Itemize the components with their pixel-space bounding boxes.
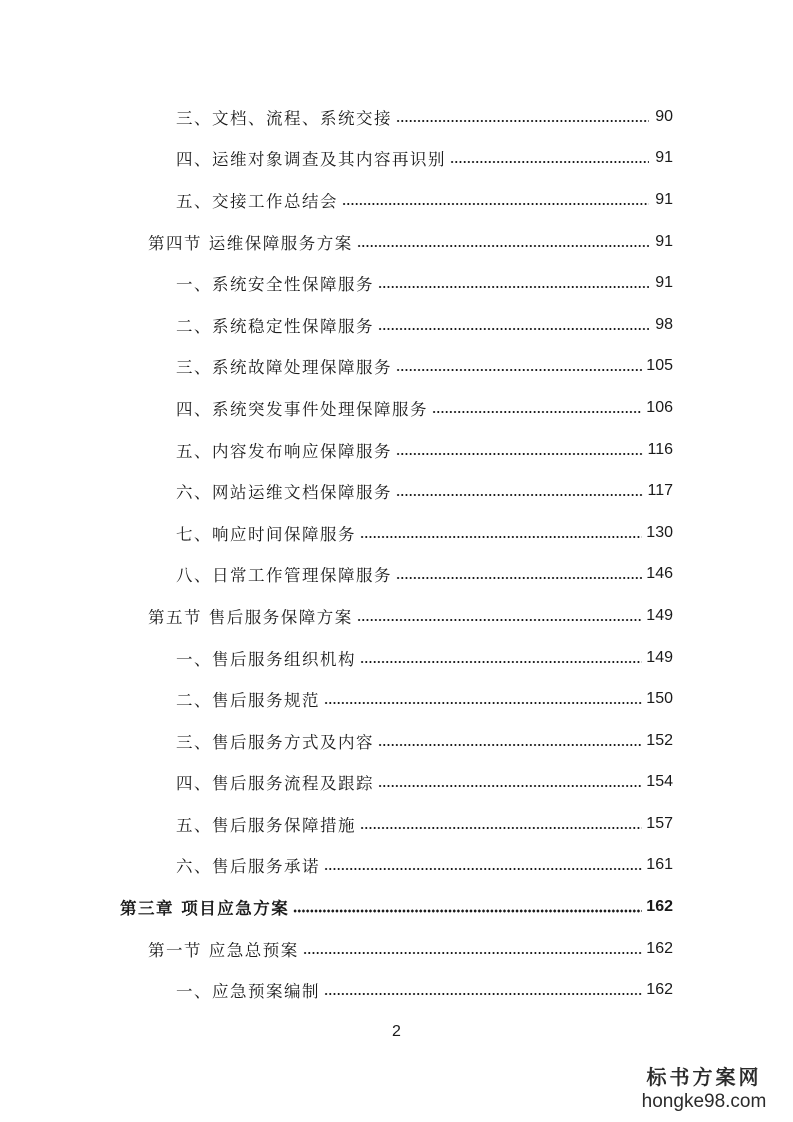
dot-leader: [396, 485, 643, 501]
dot-leader: [396, 444, 643, 460]
toc-entry[interactable]: [0, 138, 793, 180]
toc-entry[interactable]: [0, 969, 793, 1011]
dot-leader: [303, 943, 643, 959]
watermark-url: hongke98.com: [641, 1091, 767, 1112]
toc-entry-title: 四、运维对象调查及其内容再识别: [176, 150, 446, 170]
toc-entry-title: 二、系统稳定性保障服务: [176, 316, 374, 336]
dot-leader: [342, 194, 649, 210]
toc-entry-page: 154: [646, 773, 673, 791]
toc-entry-title: 四、系统突发事件处理保障服务: [176, 399, 428, 419]
toc-entry[interactable]: [0, 886, 793, 928]
toc-entry-title: 六、网站运维文档保障服务: [176, 483, 392, 503]
page-number: 2: [392, 1023, 401, 1040]
toc-entry-page: 91: [655, 190, 673, 208]
toc-entry[interactable]: [0, 346, 793, 388]
dot-leader: [324, 859, 642, 875]
toc-entry-title: 四、售后服务流程及跟踪: [176, 774, 374, 794]
dot-leader: [378, 776, 642, 792]
toc-entry-title: 第一节 应急总预案: [148, 940, 299, 960]
dot-leader: [324, 984, 642, 1000]
toc-entry-title: 一、应急预案编制: [176, 982, 320, 1002]
toc-entry-page: 106: [646, 398, 673, 416]
toc-entry-page: 149: [646, 606, 673, 624]
toc-entry-page: 105: [646, 357, 673, 375]
toc-entry-page: 152: [646, 731, 673, 749]
dot-leader: [360, 527, 642, 543]
toc-entry[interactable]: [0, 470, 793, 512]
toc-entry-page: 98: [655, 315, 673, 333]
dot-leader: [396, 111, 649, 127]
toc-entry[interactable]: [0, 637, 793, 679]
dot-leader: [450, 152, 649, 168]
dot-leader: [432, 402, 642, 418]
toc-entry[interactable]: [0, 554, 793, 596]
dot-leader: [378, 319, 649, 335]
dot-leader: [357, 236, 649, 252]
toc-entry-page: 162: [646, 981, 673, 999]
toc-entry-page: 162: [646, 898, 673, 916]
toc-entry-page: 116: [647, 440, 673, 458]
toc-entry-title: 第三章 项目应急方案: [120, 899, 290, 919]
toc-entry[interactable]: [0, 387, 793, 429]
toc-entry[interactable]: [0, 262, 793, 304]
dot-leader: [360, 652, 642, 668]
toc-entry-title: 五、售后服务保障措施: [176, 815, 356, 835]
toc-entry-title: 六、售后服务承诺: [176, 857, 320, 877]
toc-entry-page: 130: [646, 523, 673, 541]
toc-entry[interactable]: [0, 762, 793, 804]
toc-entry[interactable]: [0, 803, 793, 845]
watermark-text: 标书方案网: [646, 1065, 762, 1089]
toc-entry-title: 三、文档、流程、系统交接: [176, 108, 392, 128]
toc-entry[interactable]: [0, 96, 793, 138]
toc-entry-page: 162: [646, 939, 673, 957]
toc-entry[interactable]: [0, 595, 793, 637]
table-of-contents: [0, 96, 793, 1011]
toc-entry-title: 一、售后服务组织机构: [176, 649, 356, 669]
toc-entry-page: 150: [646, 690, 673, 708]
toc-entry-title: 第五节 售后服务保障方案: [148, 607, 353, 627]
toc-entry-title: 第四节 运维保障服务方案: [148, 233, 353, 253]
dot-leader: [360, 818, 642, 834]
toc-entry[interactable]: [0, 429, 793, 471]
toc-entry-page: 117: [647, 482, 673, 500]
dot-leader: [378, 277, 649, 293]
toc-entry-page: 146: [646, 565, 673, 583]
toc-entry-page: 161: [646, 856, 673, 874]
toc-entry-title: 一、系统安全性保障服务: [176, 275, 374, 295]
watermark-logo: [629, 1064, 779, 1114]
toc-entry[interactable]: [0, 845, 793, 887]
dot-leader: [378, 735, 642, 751]
toc-entry[interactable]: [0, 221, 793, 263]
toc-entry-title: 三、售后服务方式及内容: [176, 732, 374, 752]
toc-entry-page: 91: [655, 232, 673, 250]
dot-leader: [357, 610, 643, 626]
dot-leader: [324, 693, 642, 709]
dot-leader: [396, 360, 642, 376]
dot-leader: [293, 901, 642, 917]
toc-entry[interactable]: [0, 678, 793, 720]
toc-entry-title: 五、交接工作总结会: [176, 191, 338, 211]
toc-entry-title: 二、售后服务规范: [176, 691, 320, 711]
toc-entry-title: 七、响应时间保障服务: [176, 524, 356, 544]
toc-entry[interactable]: [0, 179, 793, 221]
toc-entry-page: 91: [655, 149, 673, 167]
toc-entry[interactable]: [0, 720, 793, 762]
toc-entry-page: 90: [655, 107, 673, 125]
toc-entry[interactable]: [0, 928, 793, 970]
toc-entry-title: 五、内容发布响应保障服务: [176, 441, 392, 461]
toc-entry-page: 149: [646, 648, 673, 666]
toc-entry-title: 八、日常工作管理保障服务: [176, 566, 392, 586]
toc-entry-title: 三、系统故障处理保障服务: [176, 358, 392, 378]
toc-entry[interactable]: [0, 304, 793, 346]
toc-entry-page: 91: [655, 274, 673, 292]
toc-entry[interactable]: [0, 512, 793, 554]
toc-entry-page: 157: [646, 814, 673, 832]
dot-leader: [396, 568, 642, 584]
